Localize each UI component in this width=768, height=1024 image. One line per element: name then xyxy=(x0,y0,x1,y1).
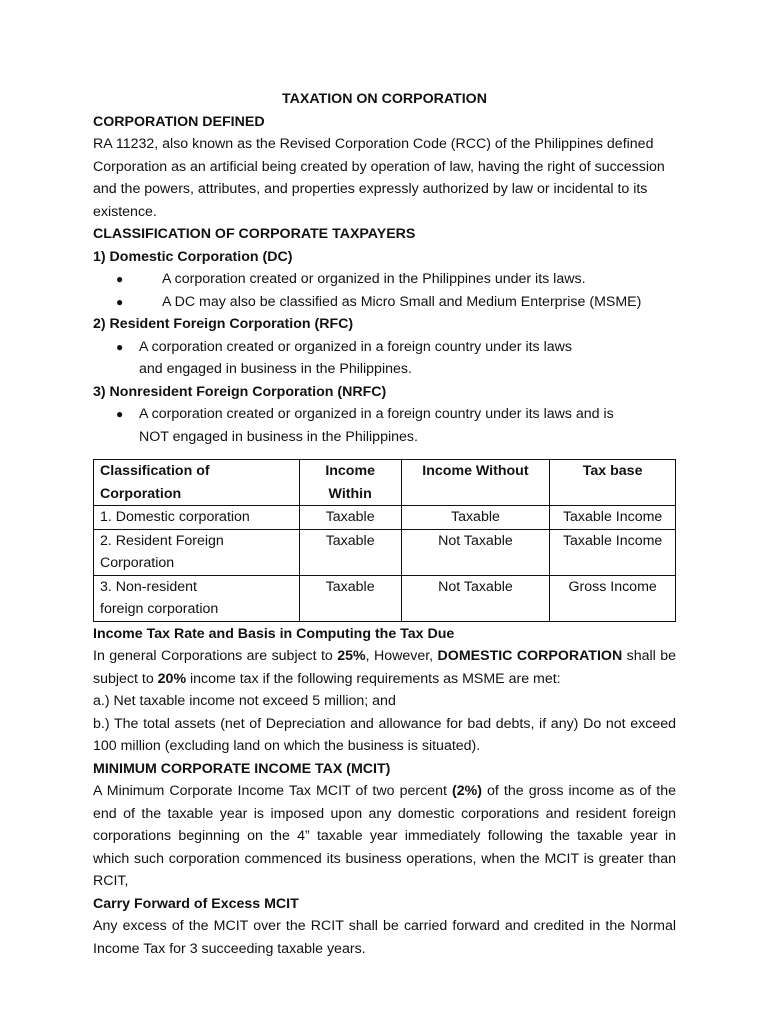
bullet-icon: ● xyxy=(116,407,124,421)
table-row xyxy=(94,529,676,575)
mcit-paragraph xyxy=(93,780,676,893)
document-title: TAXATION ON CORPORATION xyxy=(282,91,487,107)
table-cell: Gross Income xyxy=(550,575,676,621)
list-item xyxy=(93,403,676,448)
table-cell: Not Taxable xyxy=(401,575,550,621)
list-item xyxy=(93,268,676,291)
list-item xyxy=(93,291,676,314)
list-item-text: A corporation created or organized in the Philippines under its laws. xyxy=(162,271,586,287)
text-run: income tax if the following requirements as MSME are met: xyxy=(186,670,561,687)
section-heading-classification: CLASSIFICATION OF CORPORATE TAXPAYERS xyxy=(93,226,416,242)
section-heading-income-tax: Income Tax Rate and Basis in Computing the Tax Due xyxy=(93,625,455,642)
subheading-resident-foreign-corporation: 2) Resident Foreign Corporation (RFC) xyxy=(93,316,354,332)
table-cell: Taxable xyxy=(299,506,401,530)
classification-table xyxy=(93,459,676,622)
rate-2: (2%) xyxy=(451,783,482,799)
subheading-nonresident-foreign-corporation: 3) Nonresident Foreign Corporation (NRFC) xyxy=(93,383,387,400)
requirement-a: a.) Net taxable income not exceed 5 million; and xyxy=(93,693,396,709)
table-cell: 3. Non-resident foreign corporation xyxy=(94,575,300,621)
table-header-row xyxy=(94,460,676,506)
bullet-icon: ● xyxy=(116,294,124,309)
section-heading-corporation-defined: CORPORATION DEFINED xyxy=(93,113,265,130)
table-row xyxy=(94,506,676,530)
section-heading-carry-forward: Carry Forward of Excess MCIT xyxy=(93,895,299,912)
table-row xyxy=(94,575,676,621)
carry-forward-text: Any excess of the MCIT over the RCIT shall be carried forward and credited in the Normal Income Tax for 3 succeeding taxable years. xyxy=(93,918,676,957)
section-heading-mcit: MINIMUM CORPORATE INCOME TAX (MCIT) xyxy=(93,760,391,777)
list-item-text: A corporation created or organized in a foreign country under its laws and engaged in business in the Philippines. xyxy=(139,338,572,377)
document-page xyxy=(93,88,676,960)
column-header: Tax base xyxy=(550,460,676,506)
text-run: shall be subject to xyxy=(93,648,677,687)
table-cell: 2. Resident Foreign Corporation xyxy=(94,529,300,575)
column-header: Classification of Corporation xyxy=(94,460,300,506)
requirement-b: b.) The total assets (net of Depreciation and allowance for bad debts, if any) Do not exceed 100 million (excluding land on which the business is situated). xyxy=(93,715,676,754)
text-run: of the gross income as of the end of the taxable year is imposed upon any domestic corporations and resident foreign corporations beginning on the 4” taxable year immediately following the taxable year in which such corporation commenced its business operations, when the MCIT is greater than RCIT, xyxy=(93,783,676,889)
text-run: In general Corporations are subject to xyxy=(93,648,338,664)
table-cell: Taxable xyxy=(401,506,550,530)
income-tax-paragraph xyxy=(93,645,676,690)
corporation-definition-text: RA 11232, also known as the Revised Corporation Code (RCC) of the Philippines defined Corporation as an artificial being created by operation of law, having the right of succession and the powers, attributes, and properties expressly authorized by law or incidental to its existence. xyxy=(93,136,665,220)
text-run: A Minimum Corporate Income Tax MCIT of two percent xyxy=(93,783,452,799)
table-cell: Taxable xyxy=(299,575,401,621)
bullet-icon: ● xyxy=(116,272,124,286)
rate-25: 25% xyxy=(337,648,366,664)
subheading-domestic-corporation: 1) Domestic Corporation (DC) xyxy=(93,248,293,265)
list-item xyxy=(93,336,676,381)
column-header: Income Within xyxy=(299,460,401,506)
text-run: , However, xyxy=(365,648,438,664)
list-item-text: A DC may also be classified as Micro Small and Medium Enterprise (MSME) xyxy=(162,293,642,310)
table-cell: 1. Domestic corporation xyxy=(94,506,300,530)
table-cell: Not Taxable xyxy=(401,529,550,575)
table-cell: Taxable xyxy=(299,529,401,575)
bullet-icon: ● xyxy=(116,339,124,354)
domestic-corporation-emphasis: DOMESTIC CORPORATION xyxy=(437,648,623,664)
list-item-text: A corporation created or organized in a foreign country under its laws and is NOT engaged in business in the Philippines. xyxy=(139,406,614,445)
rate-20: 20% xyxy=(157,670,187,687)
table-cell: Taxable Income xyxy=(550,529,676,575)
column-header: Income Without xyxy=(401,460,550,506)
table-cell: Taxable Income xyxy=(550,506,676,530)
